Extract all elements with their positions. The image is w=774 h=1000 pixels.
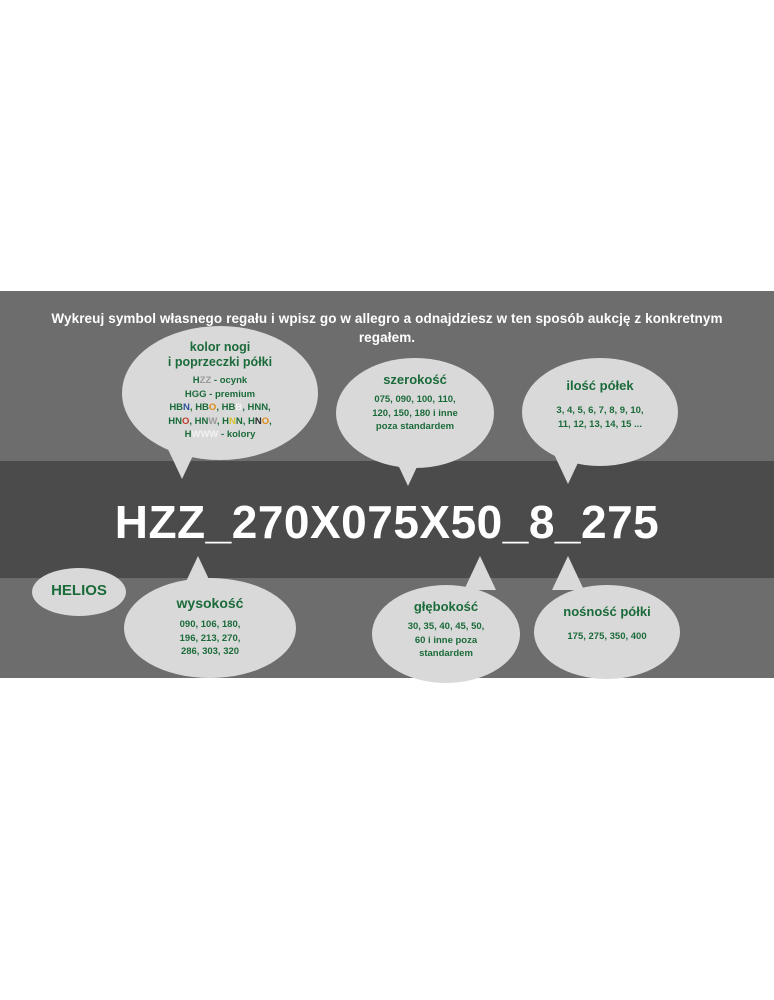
kolor-l3-4: , HB (216, 402, 236, 414)
callout-szerokosc-title: szerokość (383, 372, 447, 387)
kolor-l4-2: , HN (189, 415, 209, 427)
headline-text: Wykreuj symbol własnego regału i wpisz go w allegro a odnajdziesz w ten sposób aukcję z konkretnym regałem. (51, 311, 723, 345)
kolor-l3-0: HB (169, 402, 184, 414)
callout-tail-nosnosc (552, 556, 584, 590)
kolor-line-4 (168, 416, 272, 427)
kolor-l4-9: O (261, 415, 270, 427)
wysokosc-line-3: 286, 303, 320 (180, 646, 240, 658)
callout-nosnosc-title: nośność półki (563, 604, 651, 619)
callout-helios-label: HELIOS (51, 582, 107, 599)
kolor-l4-0: HN (168, 415, 182, 427)
callout-ilosc-polek (522, 358, 678, 466)
ilosc-line-2: 11, 12, 13, 14, 15 ... (558, 418, 642, 430)
kolor-line-3 (169, 402, 270, 413)
kolor-line-5 (185, 429, 256, 440)
callout-ilosc-title: ilość półek (566, 378, 634, 393)
callout-szerokosc (336, 358, 494, 468)
callout-wysokosc-title: wysokość (176, 595, 244, 611)
kolor-l3-6: , HNN, (242, 402, 271, 414)
kolor-l5-1: WWW (191, 429, 219, 441)
callout-kolor-body (122, 374, 318, 442)
kolor-l3-3: O (208, 402, 217, 414)
callout-wysokosc-body (124, 618, 296, 659)
wysokosc-line-2: 196, 213, 270, (179, 632, 241, 644)
kolor-l5-2: - kolory (218, 429, 256, 441)
kolor-l4-7: , H (242, 415, 255, 427)
callout-wysokosc (124, 578, 296, 678)
callout-kolor-title-line1: kolor nogi (189, 340, 251, 354)
callout-kolor-nogi (122, 326, 318, 460)
kolor-l4-5: N (228, 415, 236, 427)
glebokosc-line-1: 30, 35, 40, 45, 50, (407, 621, 485, 632)
callout-tail-glebokosc (464, 556, 496, 590)
callout-glebokosc-body (372, 620, 520, 661)
kolor-l3-5: B (235, 402, 243, 414)
szerokosc-line-3: poza standardem (375, 421, 455, 433)
callout-glebokosc (372, 585, 520, 683)
kolor-l3-1: N (183, 402, 190, 414)
callout-szerokosc-body (336, 393, 494, 434)
kolor-l5-0: H (184, 429, 192, 441)
kolor-l1-a: H (192, 375, 200, 386)
szerokosc-line-1: 075, 090, 100, 110, (374, 394, 456, 405)
callout-brand-helios (32, 568, 126, 616)
kolor-line-1 (193, 375, 247, 386)
kolor-l4-3: W (208, 415, 217, 427)
kolor-line-2: HGG - premium (184, 388, 256, 400)
product-code: HZZ_270X075X50_8_275 (114, 496, 660, 548)
callout-glebokosc-title: głębokość (413, 599, 479, 614)
kolor-l4-1: O (181, 415, 190, 427)
wysokosc-line-1: 090, 106, 180, (179, 619, 241, 630)
kolor-l4-4: , H (216, 415, 229, 427)
kolor-l4-8: N (254, 415, 262, 427)
kolor-l1-c: - ocynk (211, 375, 248, 386)
callout-nosnosc-polki (534, 585, 680, 679)
glebokosc-line-3: standardem (419, 648, 473, 660)
kolor-l1-b: ZZ (199, 375, 212, 386)
glebokosc-line-2: 60 i inne poza (414, 634, 478, 646)
kolor-l4-6: N (235, 415, 243, 427)
szerokosc-line-2: 120, 150, 180 i inne (372, 407, 458, 419)
callout-ilosc-body (522, 404, 678, 431)
callout-kolor-title-line2: i poprzeczki półki (167, 355, 273, 369)
callout-nosnosc-body: 175, 275, 350, 400 (567, 631, 647, 642)
ilosc-line-1: 3, 4, 5, 6, 7, 8, 9, 10, (556, 405, 644, 416)
kolor-l4-10: , (269, 415, 272, 427)
kolor-l3-2: , HB (189, 402, 209, 414)
